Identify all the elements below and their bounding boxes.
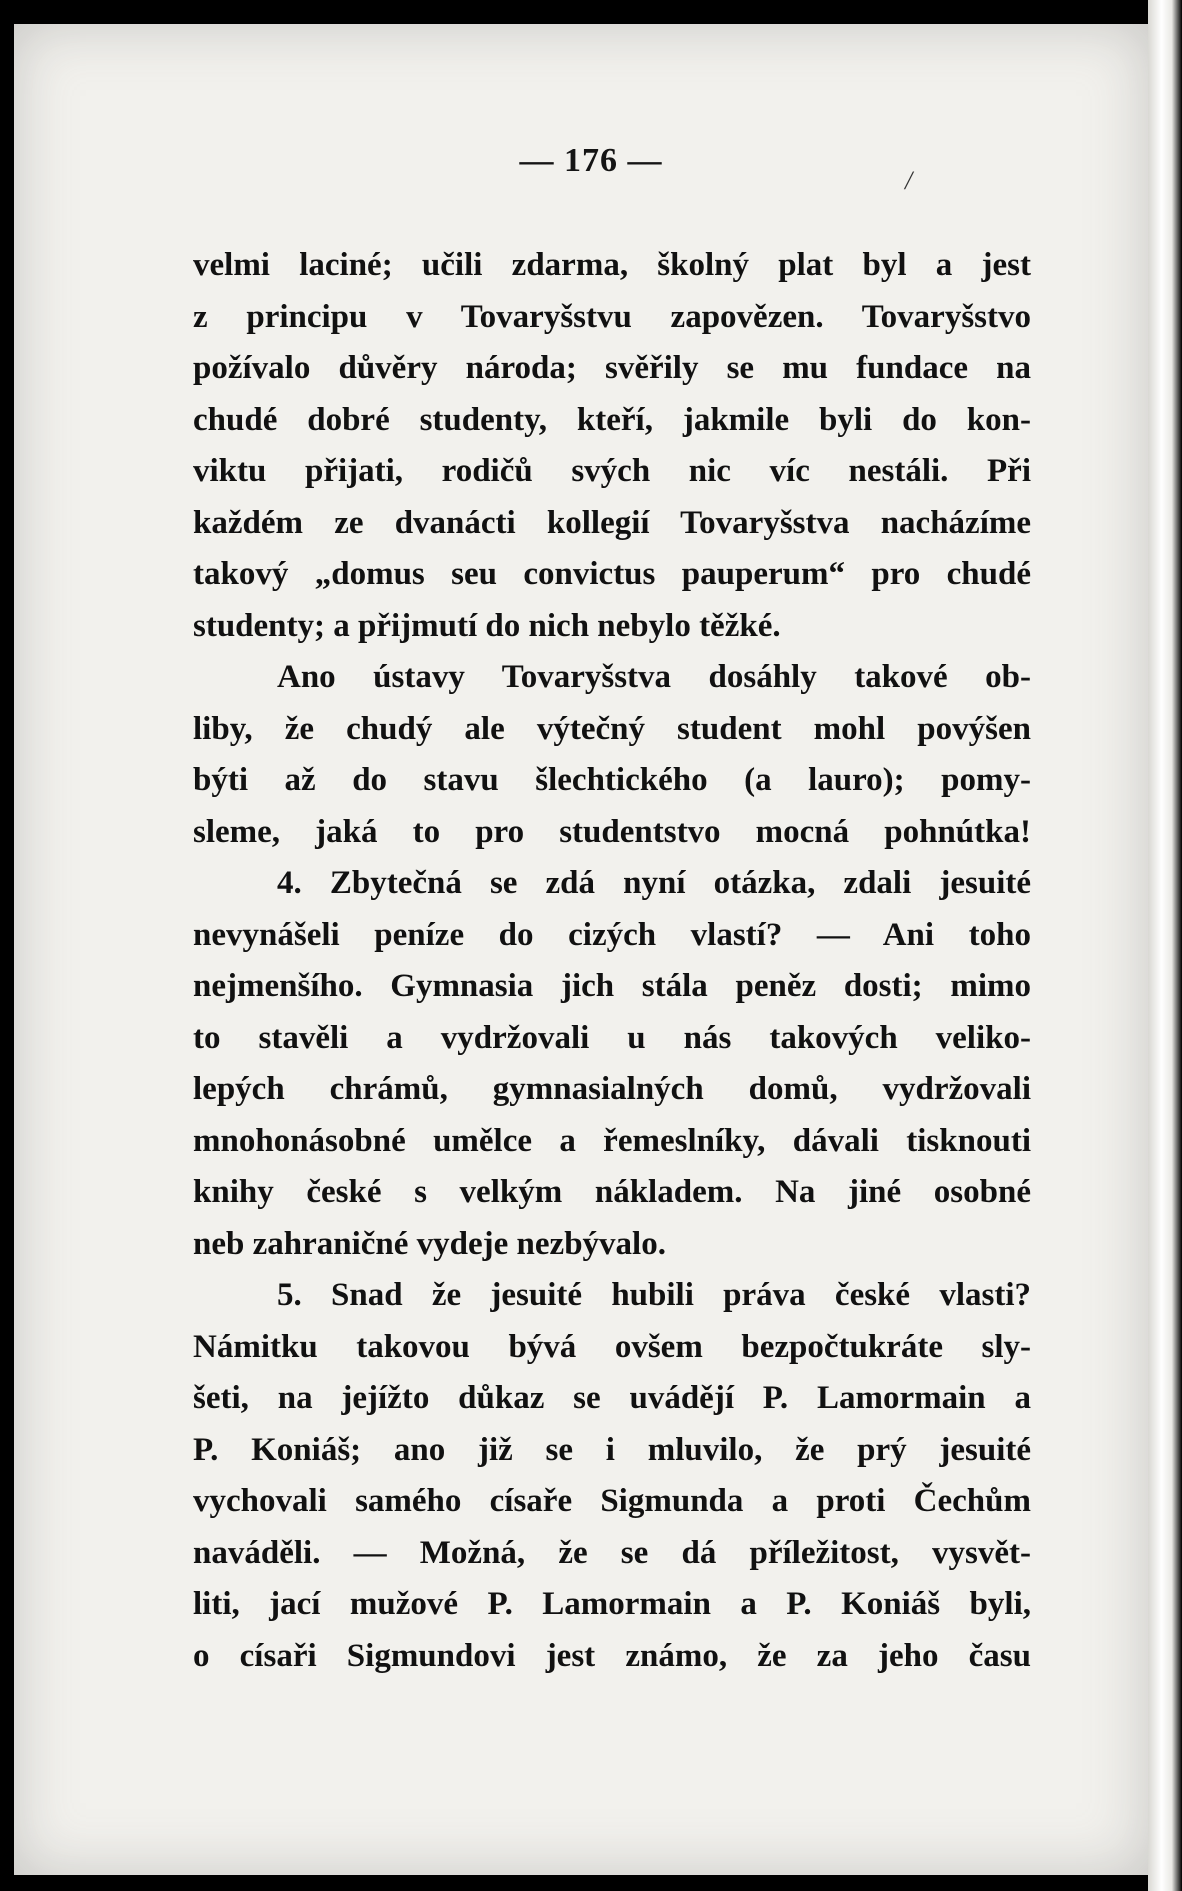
text-line: 4. Zbytečná se zdá nyní otázka, zdali jesuité — [277, 865, 1031, 901]
text-line: liti, jací mužové P. Lamormain a P. Koniáš byli, — [193, 1586, 1031, 1622]
text-line: sleme, jaká to pro studentstvo mocná pohnútka! — [193, 813, 1031, 850]
text-line: liby, že chudý ale výtečný student mohl povýšen — [193, 710, 1031, 747]
text-line: studenty; a přijmutí do nich nebylo těžké. — [193, 607, 781, 644]
text-line: nejmenšího. Gymnasia jich stála peněz dosti; mimo — [193, 968, 1031, 1004]
text-line: z principu v Tovaryšstvu zapovězen. Tovaryšstvo — [193, 298, 1031, 335]
text-line: neb zahraničné vydeje nezbývalo. — [193, 1225, 666, 1262]
page-edge-strip — [1148, 0, 1182, 1891]
text-line: chudé dobré studenty, kteří, jakmile byli do kon- — [193, 401, 1031, 438]
text-line: Námitku takovou bývá ovšem bezpočtukráte sly- — [193, 1328, 1031, 1365]
text-line: býti až do stavu šlechtického (a lauro); pomy- — [193, 762, 1031, 798]
text-line: velmi laciné; učili zdarma, školný plat byl a jest — [193, 247, 1031, 283]
page-number-header: — 176 — — [519, 142, 663, 179]
page-body-text — [193, 240, 1031, 1682]
text-line: každém ze dvanácti kollegií Tovaryšstva nacházíme — [193, 504, 1031, 541]
text-line: viktu přijati, rodičů svých nic víc nestáli. Při — [193, 453, 1031, 489]
text-line: nevynášeli peníze do cizých vlastí? — Ani toho — [193, 916, 1031, 953]
text-line: šeti, na jejížto důkaz se uvádějí P. Lamormain a — [193, 1380, 1031, 1416]
text-line: požívalo důvěry národa; svěřily se mu fundace na — [193, 350, 1031, 386]
text-line: knihy české s velkým nákladem. Na jiné osobné — [193, 1174, 1031, 1210]
stray-pencil-mark: / — [905, 166, 913, 195]
text-line: 5. Snad že jesuité hubili práva české vlasti? — [277, 1277, 1031, 1313]
text-line: Ano ústavy Tovaryšstva dosáhly takové ob- — [277, 659, 1031, 695]
text-line: to stavěli a vydržovali u nás takových veliko- — [193, 1019, 1031, 1056]
text-line: P. Koniáš; ano již se i mluvilo, že prý jesuité — [193, 1431, 1031, 1468]
text-line: mnohonásobné umělce a řemeslníky, dávali tisknouti — [193, 1122, 1031, 1159]
text-line: vychovali samého císaře Sigmunda a proti Čechům — [193, 1483, 1031, 1519]
text-line: takový „domus seu convictus pauperum“ pro chudé — [193, 556, 1031, 592]
text-line: naváděli. — Možná, že se dá příležitost, vysvět- — [193, 1534, 1031, 1571]
text-line: lepých chrámů, gymnasialných domů, vydržovali — [193, 1071, 1031, 1107]
text-line: o císaři Sigmundovi jest známo, že za jeho času — [193, 1637, 1031, 1674]
